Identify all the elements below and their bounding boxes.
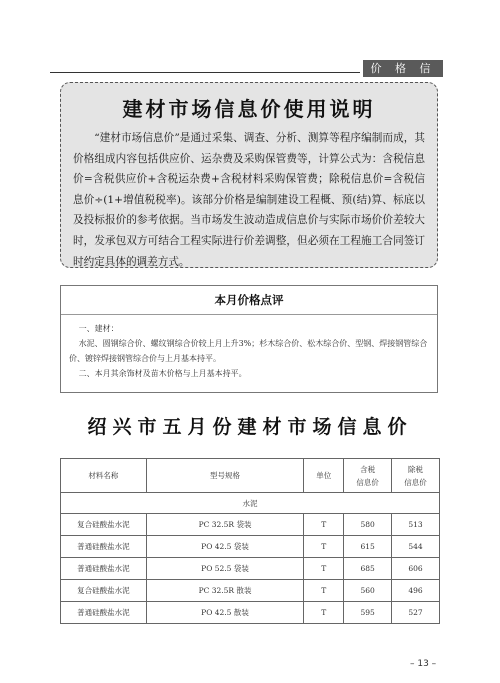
cell-spec: PC 32.5R 散装 xyxy=(146,580,304,602)
cell-unit: T xyxy=(304,536,344,558)
cell-tax-included: 560 xyxy=(344,580,392,602)
header-rule xyxy=(50,72,360,73)
cell-spec: PO 52.5 袋装 xyxy=(146,558,304,580)
cell-unit: T xyxy=(304,514,344,536)
cell-material-name: 普通硅酸盐水泥 xyxy=(61,602,147,624)
table-header-row xyxy=(61,459,440,493)
cell-unit: T xyxy=(304,580,344,602)
usage-notes-title: 建材市场信息价使用说明 xyxy=(122,97,376,121)
page-number: – 13 – xyxy=(410,659,437,669)
cell-spec: PC 32.5R 袋装 xyxy=(146,514,304,536)
usage-notes-paragraph: “建材市场信息价”是通过采集、调查、分析、测算等程序编制而成，其价格组成内容包括供应价、运杂费及采购保管费等，计算公式为：含税信息价=含税供应价+含税运杂费+含税材料采购保管费；除税信息价=含税信息价÷(1+增值税税率)。该部分价格是编制建设工程概、预(结)算、标底以及投标报价的参考依据。当市场发生波动造成信息价与实际市场价价差较大时，发承包双方可结合工程实际进行价差调整，但必须在工程施工合同签订时约定具体的调差方式。 xyxy=(73,132,425,268)
cell-tax-excluded: 527 xyxy=(392,602,440,624)
header-tax-included xyxy=(344,459,392,493)
monthly-review-box xyxy=(60,285,438,393)
section-tag: 价 格 信 xyxy=(363,60,443,77)
monthly-review-divider xyxy=(61,314,437,315)
header-tax-excluded xyxy=(392,459,440,493)
cell-tax-excluded: 513 xyxy=(392,514,440,536)
cell-spec: PO 42.5 散装 xyxy=(146,602,304,624)
cell-tax-included: 595 xyxy=(344,602,392,624)
review-line-others: 二、本月其余饰材及苗木价格与上月基本持平。 xyxy=(78,369,247,378)
table-row xyxy=(61,536,440,558)
usage-notes-box xyxy=(60,82,438,268)
cell-tax-included: 685 xyxy=(344,558,392,580)
table-row xyxy=(61,514,440,536)
header-tax-included-line1: 含税 xyxy=(360,464,376,474)
cell-tax-excluded: 496 xyxy=(392,580,440,602)
price-table-title: 绍兴市五月份建材市场信息价 xyxy=(87,416,413,438)
header-tax-excluded-line1: 除税 xyxy=(408,464,424,474)
table-row xyxy=(61,602,440,624)
cell-tax-included: 615 xyxy=(344,536,392,558)
table-row xyxy=(61,580,440,602)
table-row xyxy=(61,558,440,580)
header-tax-included-line2: 信息价 xyxy=(356,477,379,487)
review-line-materials: 一、建材： xyxy=(78,324,119,333)
cell-unit: T xyxy=(304,602,344,624)
cell-tax-excluded: 606 xyxy=(392,558,440,580)
cell-material-name: 普通硅酸盐水泥 xyxy=(61,536,147,558)
cell-material-name: 复合硅酸盐水泥 xyxy=(61,580,147,602)
category-label: 水泥 xyxy=(61,493,440,514)
price-table xyxy=(60,458,440,624)
monthly-review-title: 本月价格点评 xyxy=(214,293,284,307)
review-line-price-changes: 水泥、圆钢综合价、螺纹钢综合价较上月上升3%；杉木综合价、松木综合价、型钢、焊接钢管综合价、镀锌焊接钢管综合价与上月基本持平。 xyxy=(69,339,428,363)
header-spec: 型号规格 xyxy=(146,459,304,493)
header-unit: 单位 xyxy=(304,459,344,493)
category-row xyxy=(61,493,440,514)
cell-tax-included: 580 xyxy=(344,514,392,536)
header-material-name: 材料名称 xyxy=(61,459,147,493)
cell-material-name: 普通硅酸盐水泥 xyxy=(61,558,147,580)
header-tax-excluded-line2: 信息价 xyxy=(404,477,427,487)
cell-tax-excluded: 544 xyxy=(392,536,440,558)
cell-material-name: 复合硅酸盐水泥 xyxy=(61,514,147,536)
cell-spec: PO 42.5 袋装 xyxy=(146,536,304,558)
cell-unit: T xyxy=(304,558,344,580)
